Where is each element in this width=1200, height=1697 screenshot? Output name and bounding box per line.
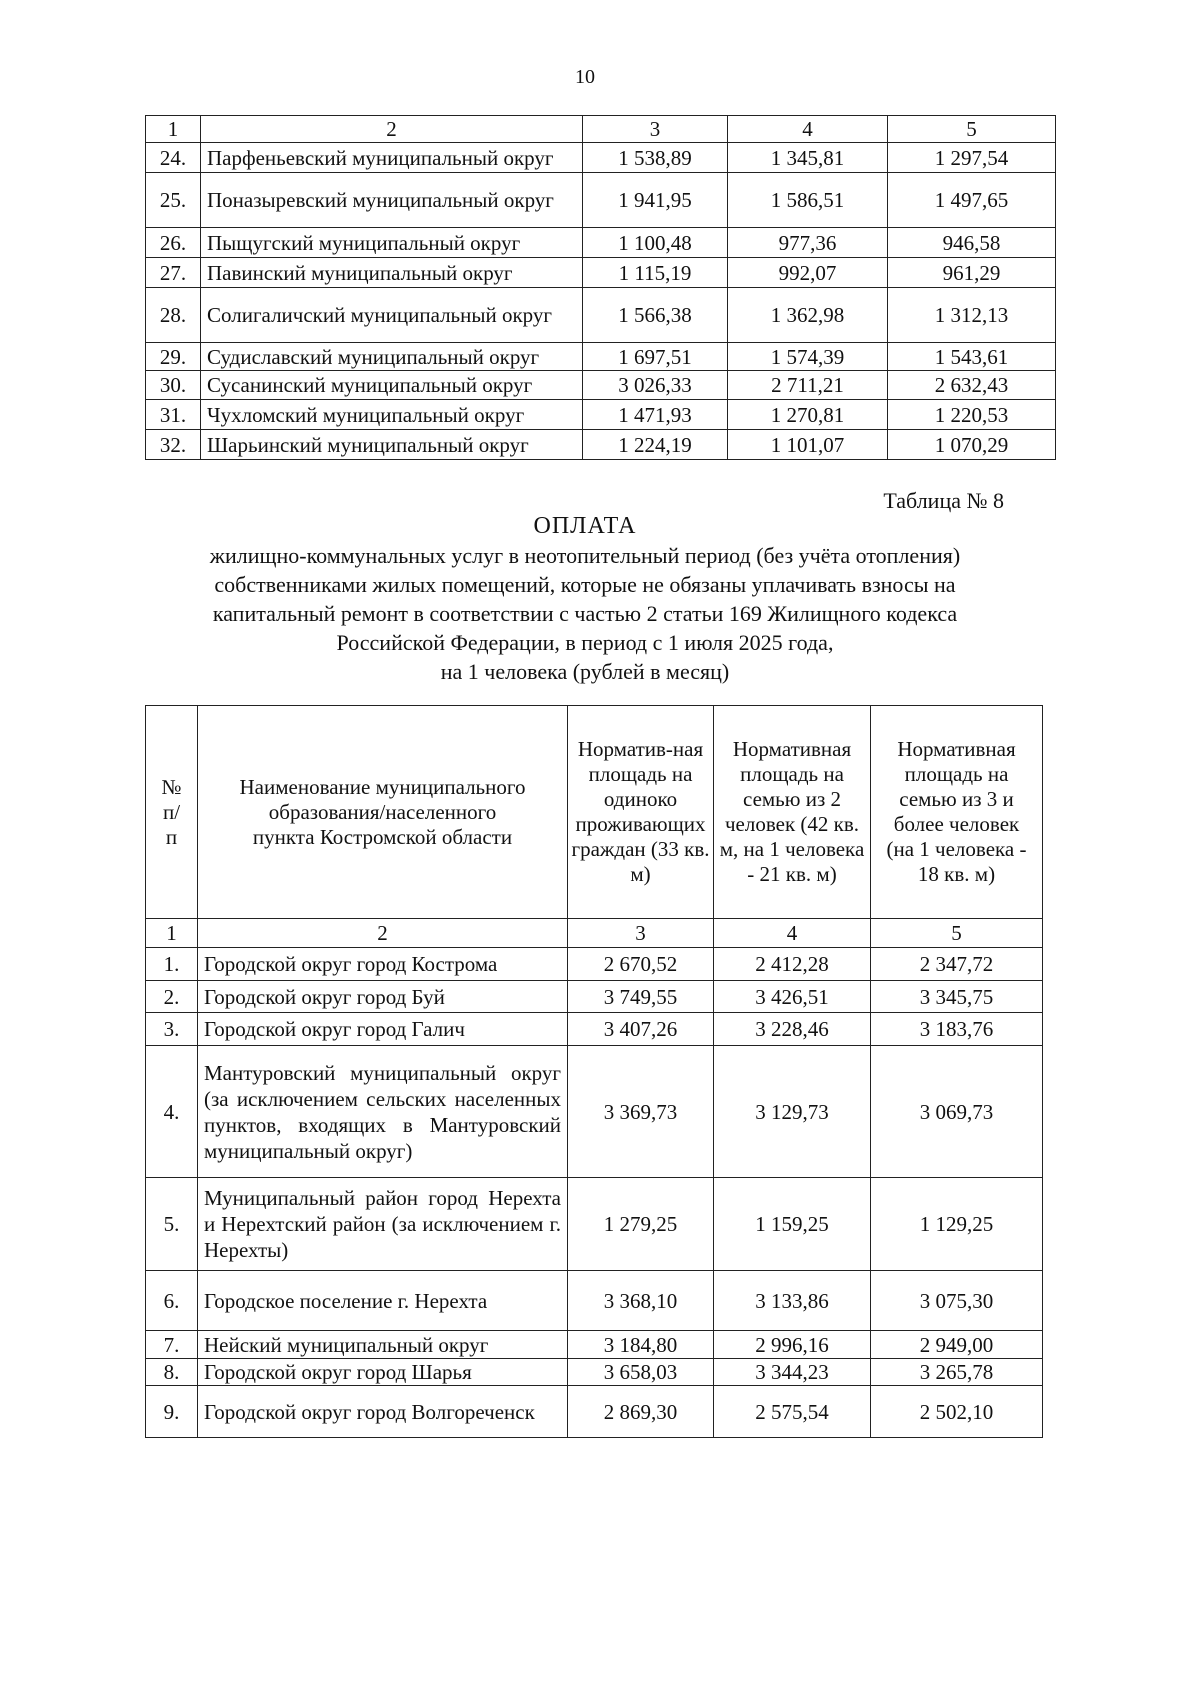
table-row — [146, 371, 1056, 400]
row-number: 4. — [146, 1046, 198, 1178]
value-c3: 1 279,25 — [568, 1178, 714, 1271]
row-number: 6. — [146, 1271, 198, 1331]
table-row — [146, 1359, 1043, 1386]
value-c4: 977,36 — [728, 228, 888, 258]
table-title — [150, 512, 1020, 686]
value-c3: 1 941,95 — [583, 173, 728, 228]
value-c5: 3 183,76 — [871, 1013, 1043, 1046]
row-number: 1. — [146, 948, 198, 981]
value-c5: 2 502,10 — [871, 1386, 1043, 1438]
column-number: 4 — [714, 919, 871, 948]
value-c4: 1 270,81 — [728, 400, 888, 430]
header-two-person: Нормативная площадь на семью из 2 человек (42 кв. м, на 1 человека - 21 кв. м) — [714, 706, 871, 919]
table-row — [146, 143, 1056, 173]
table-row — [146, 1046, 1043, 1178]
value-c3: 3 368,10 — [568, 1271, 714, 1331]
table-row — [146, 430, 1056, 460]
value-c4: 2 575,54 — [714, 1386, 871, 1438]
value-c4: 1 101,07 — [728, 430, 888, 460]
value-c5: 1 312,13 — [888, 288, 1056, 343]
table-row — [146, 258, 1056, 288]
column-number: 5 — [871, 919, 1043, 948]
header-name: Наименование муниципального образования/населенного пункта Костромской области — [198, 706, 568, 919]
municipality-name: Городской округ город Шарья — [198, 1359, 568, 1386]
row-number: 29. — [146, 343, 201, 371]
column-number-row — [146, 116, 1056, 143]
table-row — [146, 1013, 1043, 1046]
value-c5: 1 129,25 — [871, 1178, 1043, 1271]
table-row — [146, 173, 1056, 228]
value-c4: 2 711,21 — [728, 371, 888, 400]
value-c3: 3 026,33 — [583, 371, 728, 400]
value-c4: 3 426,51 — [714, 981, 871, 1013]
column-number: 5 — [888, 116, 1056, 143]
column-number: 4 — [728, 116, 888, 143]
municipality-name: Сусанинский муниципальный округ — [201, 371, 583, 400]
municipality-name: Парфеньевский муниципальный округ — [201, 143, 583, 173]
row-number: 8. — [146, 1359, 198, 1386]
row-number: 30. — [146, 371, 201, 400]
row-number: 2. — [146, 981, 198, 1013]
value-c3: 3 749,55 — [568, 981, 714, 1013]
column-number: 3 — [583, 116, 728, 143]
value-c5: 1 297,54 — [888, 143, 1056, 173]
table-row — [146, 288, 1056, 343]
value-c4: 1 345,81 — [728, 143, 888, 173]
value-c5: 3 075,30 — [871, 1271, 1043, 1331]
value-c5: 1 497,65 — [888, 173, 1056, 228]
value-c3: 1 115,19 — [583, 258, 728, 288]
header-number: № п/п — [146, 706, 198, 919]
municipality-name: Солигаличский муниципальный округ — [201, 288, 583, 343]
column-number: 2 — [198, 919, 568, 948]
title-line: жилищно-коммунальных услуг в неотопительный период (без учёта отопления) — [209, 543, 961, 568]
value-c4: 1 362,98 — [728, 288, 888, 343]
table-8 — [145, 705, 1043, 1438]
row-number: 3. — [146, 1013, 198, 1046]
title-line: на 1 человека (рублей в месяц) — [440, 659, 730, 684]
municipality-name: Павинский муниципальный округ — [201, 258, 583, 288]
municipality-name: Шарьинский муниципальный округ — [201, 430, 583, 460]
value-c3: 1 538,89 — [583, 143, 728, 173]
municipality-name: Муниципальный район город Нерехта и Нерехтский район (за исключением г. Нерехты) — [198, 1178, 568, 1271]
value-c4: 1 159,25 — [714, 1178, 871, 1271]
municipality-name: Поназыревский муниципальный округ — [201, 173, 583, 228]
municipality-name: Городское поселение г. Нерехта — [198, 1271, 568, 1331]
row-number: 32. — [146, 430, 201, 460]
municipality-name: Городской округ город Буй — [198, 981, 568, 1013]
municipality-name: Судиславский муниципальный округ — [201, 343, 583, 371]
value-c3: 1 224,19 — [583, 430, 728, 460]
row-number: 9. — [146, 1386, 198, 1438]
value-c4: 992,07 — [728, 258, 888, 288]
value-c5: 3 069,73 — [871, 1046, 1043, 1178]
value-c5: 3 345,75 — [871, 981, 1043, 1013]
row-number: 25. — [146, 173, 201, 228]
header-single: Норматив-ная площадь на одиноко проживающих граждан (33 кв. м) — [568, 706, 714, 919]
value-c5: 1 543,61 — [888, 343, 1056, 371]
municipality-name: Нейский муниципальный округ — [198, 1331, 568, 1359]
table-row — [146, 343, 1056, 371]
value-c5: 2 949,00 — [871, 1331, 1043, 1359]
value-c5: 961,29 — [888, 258, 1056, 288]
municipality-name: Мантуровский муниципальный округ (за исключением сельских населенных пунктов, входящих в Мантуровский муниципальный округ) — [198, 1046, 568, 1178]
table-header-row — [146, 706, 1043, 919]
row-number: 31. — [146, 400, 201, 430]
value-c5: 2 632,43 — [888, 371, 1056, 400]
value-c5: 1 220,53 — [888, 400, 1056, 430]
value-c3: 3 184,80 — [568, 1331, 714, 1359]
header-three-person: Нормативная площадь на семью из 3 и более человек (на 1 человека - 18 кв. м) — [871, 706, 1043, 919]
value-c4: 1 586,51 — [728, 173, 888, 228]
value-c4: 2 996,16 — [714, 1331, 871, 1359]
value-c3: 1 471,93 — [583, 400, 728, 430]
column-number: 1 — [146, 116, 201, 143]
title-line: капитальный ремонт в соответствии с частью 2 статьи 169 Жилищного кодекса — [212, 601, 958, 626]
column-number: 2 — [201, 116, 583, 143]
value-c3: 3 658,03 — [568, 1359, 714, 1386]
table-label: Таблица № 8 — [883, 488, 1004, 513]
value-c4: 2 412,28 — [714, 948, 871, 981]
value-c4: 3 344,23 — [714, 1359, 871, 1386]
column-number-row — [146, 919, 1043, 948]
value-c3: 1 697,51 — [583, 343, 728, 371]
title-line: собственниками жилых помещений, которые не обязаны уплачивать взносы на — [214, 572, 956, 597]
value-c3: 2 670,52 — [568, 948, 714, 981]
value-c3: 3 369,73 — [568, 1046, 714, 1178]
table-row — [146, 948, 1043, 981]
row-number: 5. — [146, 1178, 198, 1271]
municipality-name: Пыщугский муниципальный округ — [201, 228, 583, 258]
municipality-name: Чухломский муниципальный округ — [201, 400, 583, 430]
value-c4: 3 133,86 — [714, 1271, 871, 1331]
table-row — [146, 1178, 1043, 1271]
row-number: 24. — [146, 143, 201, 173]
municipality-name: Городской округ город Кострома — [198, 948, 568, 981]
row-number: 26. — [146, 228, 201, 258]
value-c5: 946,58 — [888, 228, 1056, 258]
table-row — [146, 228, 1056, 258]
value-c5: 3 265,78 — [871, 1359, 1043, 1386]
column-number: 3 — [568, 919, 714, 948]
value-c4: 3 228,46 — [714, 1013, 871, 1046]
page-number: 10 — [575, 66, 595, 88]
title-main: ОПЛАТА — [533, 513, 637, 539]
value-c5: 2 347,72 — [871, 948, 1043, 981]
value-c4: 3 129,73 — [714, 1046, 871, 1178]
table-row — [146, 981, 1043, 1013]
row-number: 7. — [146, 1331, 198, 1359]
value-c3: 3 407,26 — [568, 1013, 714, 1046]
table-row — [146, 1331, 1043, 1359]
municipality-name: Городской округ город Галич — [198, 1013, 568, 1046]
table-row — [146, 400, 1056, 430]
table-row — [146, 1271, 1043, 1331]
row-number: 27. — [146, 258, 201, 288]
value-c5: 1 070,29 — [888, 430, 1056, 460]
table-continuation — [145, 115, 1056, 460]
municipality-name: Городской округ город Волгореченск — [198, 1386, 568, 1438]
value-c3: 2 869,30 — [568, 1386, 714, 1438]
column-number: 1 — [146, 919, 198, 948]
value-c3: 1 100,48 — [583, 228, 728, 258]
value-c4: 1 574,39 — [728, 343, 888, 371]
row-number: 28. — [146, 288, 201, 343]
table-row — [146, 1386, 1043, 1438]
title-line: Российской Федерации, в период с 1 июля 2025 года, — [336, 630, 834, 655]
value-c3: 1 566,38 — [583, 288, 728, 343]
